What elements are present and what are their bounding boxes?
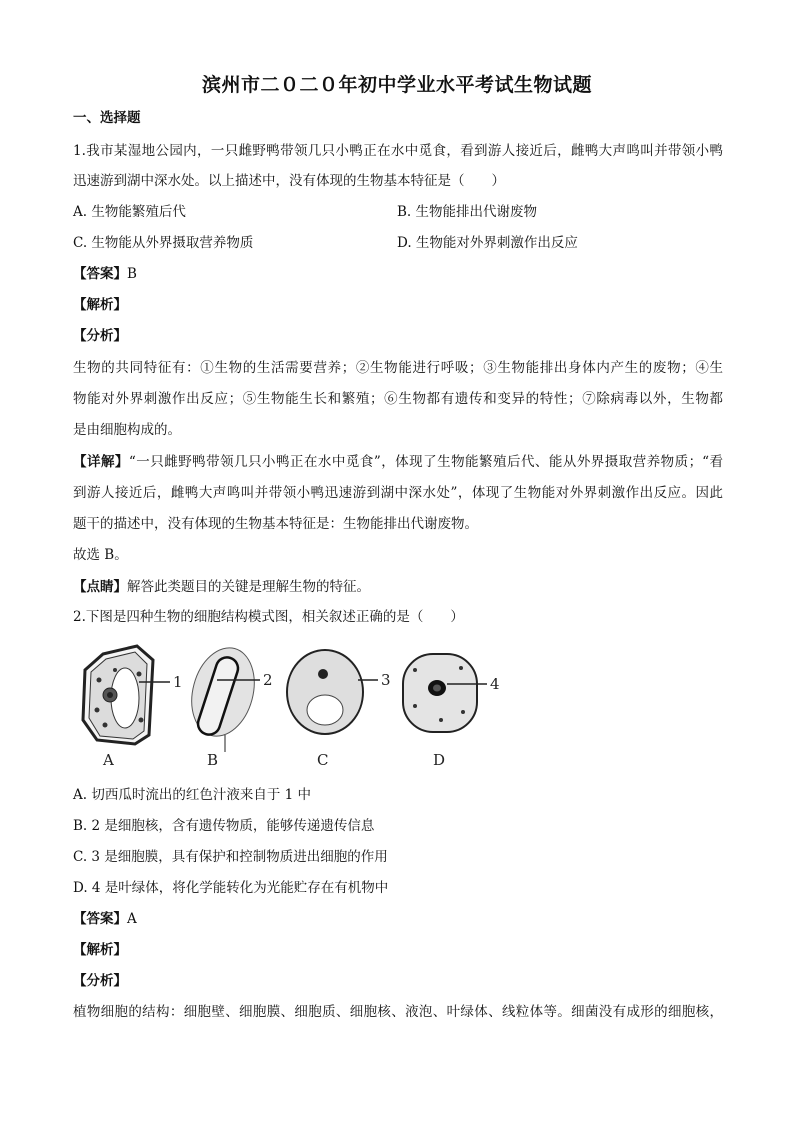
q1-fenxi-tag: 【分析】: [73, 328, 127, 344]
tip-text: 解答此类题目的关键是理解生物的特征。: [127, 579, 370, 595]
q1-detail-line1: [73, 452, 723, 472]
q1-option-b: B. 生物能排出代谢废物: [397, 204, 538, 220]
cell-c: [287, 650, 378, 734]
cell-diagram-figure: [75, 640, 515, 775]
q1-tip: [73, 577, 370, 597]
q2-analysis-line1: 植物细胞的结构：细胞壁、细胞膜、细胞质、细胞核、液泡、叶绿体、线粒体等。细菌没有成形的细胞核，: [73, 1004, 723, 1020]
q2-stem: 2.下图是四种生物的细胞结构模式图，相关叙述正确的是（ ）: [73, 609, 464, 625]
answer-tag: 【答案】: [73, 266, 127, 282]
label-a: A: [103, 751, 114, 769]
q2-option-d: D. 4 是叶绿体，将化学能转化为光能贮存在有机物中: [73, 880, 389, 896]
animal-cell-d: [403, 654, 487, 732]
q1-jiexi-tag: 【解析】: [73, 297, 127, 313]
answer-tag: 【答案】: [73, 911, 127, 927]
q2-option-a: A. 切西瓜时流出的红色汁液来自于 1 中: [73, 787, 312, 803]
answer-value: A: [127, 911, 137, 927]
page-title: 滨州市二０二０年初中学业水平考试生物试题: [201, 74, 592, 96]
q1-analysis-line2: 物能对外界刺激作出反应；⑤生物能生长和繁殖；⑥生物都有遗传和变异的特性；⑦除病毒以外，生物都: [73, 391, 723, 407]
q1-detail-line2: 到游人接近后，雌鸭大声鸣叫并带领小鸭迅速游到湖中深水处”，体现了生物能对外界刺激作出反应。因此: [73, 485, 723, 501]
tip-tag: 【点睛】: [73, 579, 127, 595]
answer-value: B: [127, 266, 137, 282]
detail-text: “一只雌野鸭带领几只小鸭正在水中觅食”，体现了生物能繁殖后代、能从外界摄取营养物质；“看: [128, 454, 723, 470]
q1-detail-line3: 题干的描述中，没有体现的生物基本特征是：生物能排出代谢废物。: [73, 516, 478, 532]
q1-analysis-line3: 是由细胞构成的。: [73, 422, 181, 438]
label-d: D: [433, 751, 446, 769]
q1-option-a: A. 生物能繁殖后代: [73, 204, 186, 220]
q1-answer: [73, 264, 137, 284]
section-heading: 一、选择题: [73, 110, 141, 126]
q2-answer: [73, 909, 137, 929]
pointer-2: 2: [263, 671, 273, 689]
label-b: B: [207, 751, 219, 769]
pointer-3: 3: [381, 671, 391, 689]
bacterial-cell-b: [182, 641, 263, 752]
q1-stem-line1: 1.我市某湿地公园内，一只雌野鸭带领几只小鸭正在水中觅食，看到游人接近后，雌鸭大声鸣叫并带领小鸭: [73, 143, 723, 159]
q1-option-d: D. 生物能对外界刺激作出反应: [397, 235, 578, 251]
q2-option-c: C. 3 是细胞膜，具有保护和控制物质进出细胞的作用: [73, 849, 388, 865]
pointer-1: 1: [173, 673, 183, 691]
detail-tag: 【详解】: [73, 454, 129, 470]
q1-choose: 故选 B。: [73, 547, 128, 563]
plant-cell-a: [83, 646, 170, 744]
q2-fenxi-tag: 【分析】: [73, 973, 127, 989]
q2-option-b: B. 2 是细胞核，含有遗传物质，能够传递遗传信息: [73, 818, 375, 834]
label-c: C: [317, 751, 329, 769]
pointer-4: 4: [490, 675, 500, 693]
q1-stem-line2: 迅速游到湖中深水处。以上描述中，没有体现的生物基本特征是（ ）: [73, 173, 505, 189]
q1-option-c: C. 生物能从外界摄取营养物质: [73, 235, 254, 251]
q1-analysis-line1: 生物的共同特征有：①生物的生活需要营养；②生物能进行呼吸；③生物能排出身体内产生的废物；④生: [73, 360, 723, 376]
q2-jiexi-tag: 【解析】: [73, 942, 127, 958]
